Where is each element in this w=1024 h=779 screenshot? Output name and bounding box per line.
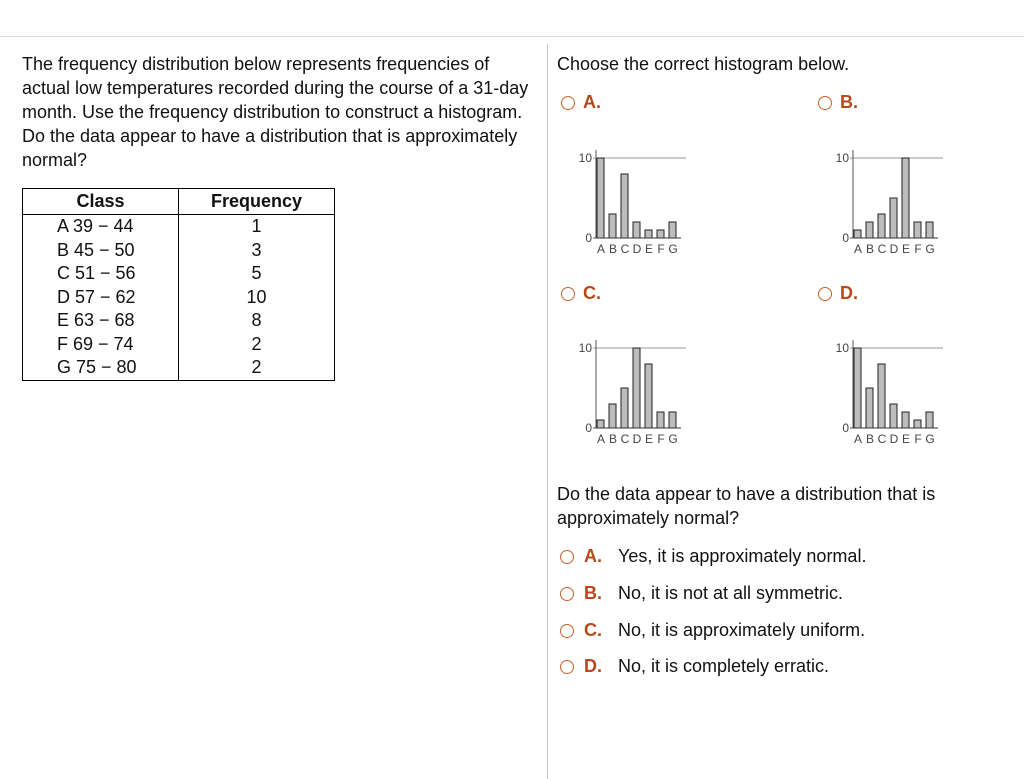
x-tick-label: F xyxy=(914,432,922,446)
x-tick-label: G xyxy=(668,242,678,256)
histogram-bar xyxy=(645,230,652,238)
option-letter: D. xyxy=(584,656,602,676)
table-row xyxy=(23,262,335,286)
x-tick-label: E xyxy=(901,242,911,256)
class-cell: B 45 − 50 xyxy=(23,239,179,263)
histogram-d xyxy=(823,334,953,452)
histogram-bar xyxy=(926,222,933,238)
x-tick-label: B xyxy=(865,242,875,256)
table-row xyxy=(23,239,335,263)
class-cell: G 75 − 80 xyxy=(23,356,179,380)
histogram-a xyxy=(566,144,696,262)
histogram-bar xyxy=(657,412,664,428)
table-row xyxy=(23,286,335,310)
option-text: No, it is not at all symmetric. xyxy=(618,583,844,603)
histogram-bar xyxy=(854,230,861,238)
class-cell: E 63 − 68 xyxy=(23,309,179,333)
histogram-c-svg xyxy=(566,334,696,452)
answer-option-c[interactable] xyxy=(560,620,865,641)
frequency-table xyxy=(22,188,335,381)
answer-option-d[interactable] xyxy=(560,656,829,677)
y-tick-label: 0 xyxy=(585,421,592,435)
option-text: Yes, it is approximately normal. xyxy=(618,546,867,566)
histogram-bar xyxy=(669,412,676,428)
option-letter: B. xyxy=(584,583,602,603)
histogram-bar xyxy=(902,158,909,238)
frequency-cell: 2 xyxy=(179,356,335,380)
histogram-bar xyxy=(597,158,604,238)
option-letter: C. xyxy=(584,620,602,640)
class-cell: A 39 − 44 xyxy=(23,215,179,239)
histogram-bar xyxy=(597,420,604,428)
histogram-option-a[interactable] xyxy=(561,92,601,113)
histogram-bar xyxy=(866,388,873,428)
histogram-bar xyxy=(890,198,897,238)
histogram-bar xyxy=(878,214,885,238)
histogram-bar xyxy=(609,404,616,428)
y-tick-label: 10 xyxy=(835,341,849,355)
x-tick-label: G xyxy=(925,432,935,446)
table-header-row xyxy=(23,189,335,215)
x-tick-label: B xyxy=(608,242,618,256)
histogram-b xyxy=(823,144,953,262)
option-letter: A. xyxy=(584,546,602,566)
option-letter: D. xyxy=(840,283,858,303)
histogram-bar xyxy=(914,222,921,238)
histogram-bar xyxy=(657,230,664,238)
normality-question: Do the data appear to have a distribution that is approximately normal? xyxy=(557,484,936,528)
histogram-option-d[interactable] xyxy=(818,283,858,304)
table-row xyxy=(23,356,335,380)
column-header-frequency: Frequency xyxy=(179,189,335,215)
histogram-bar xyxy=(854,348,861,428)
histogram-bar xyxy=(621,388,628,428)
x-tick-label: G xyxy=(668,432,678,446)
radio-button[interactable] xyxy=(560,660,574,674)
x-tick-label: G xyxy=(925,242,935,256)
y-tick-label: 0 xyxy=(842,231,849,245)
radio-button[interactable] xyxy=(560,624,574,638)
x-tick-label: E xyxy=(901,432,911,446)
x-tick-label: A xyxy=(596,432,606,446)
histogram-bar xyxy=(866,222,873,238)
histogram-bar xyxy=(633,348,640,428)
table-row xyxy=(23,215,335,239)
column-header-class: Class xyxy=(23,189,179,215)
radio-button[interactable] xyxy=(818,287,832,301)
class-cell: C 51 − 56 xyxy=(23,262,179,286)
option-letter: B. xyxy=(840,92,858,112)
histogram-bar xyxy=(621,174,628,238)
y-tick-label: 10 xyxy=(578,151,592,165)
histogram-bar xyxy=(609,214,616,238)
radio-button[interactable] xyxy=(560,587,574,601)
frequency-cell: 2 xyxy=(179,333,335,357)
y-tick-label: 10 xyxy=(835,151,849,165)
histogram-b-svg xyxy=(823,144,953,262)
x-tick-label: B xyxy=(865,432,875,446)
frequency-cell: 3 xyxy=(179,239,335,263)
frequency-cell: 5 xyxy=(179,262,335,286)
radio-button[interactable] xyxy=(561,96,575,110)
histogram-option-c[interactable] xyxy=(561,283,601,304)
x-tick-label: A xyxy=(853,432,863,446)
x-tick-label: A xyxy=(853,242,863,256)
x-tick-label: F xyxy=(657,432,665,446)
x-tick-label: D xyxy=(889,242,899,256)
x-tick-label: C xyxy=(877,242,887,256)
option-letter: A. xyxy=(583,92,601,112)
x-tick-label: E xyxy=(644,432,654,446)
frequency-cell: 1 xyxy=(179,215,335,239)
x-tick-label: B xyxy=(608,432,618,446)
histogram-bar xyxy=(914,420,921,428)
x-tick-label: D xyxy=(889,432,899,446)
table-row xyxy=(23,309,335,333)
x-tick-label: F xyxy=(657,242,665,256)
histogram-prompt: Choose the correct histogram below. xyxy=(557,54,850,74)
histogram-bar xyxy=(926,412,933,428)
y-tick-label: 0 xyxy=(585,231,592,245)
histogram-c xyxy=(566,334,696,452)
histogram-bar xyxy=(890,404,897,428)
table-row xyxy=(23,333,335,357)
x-tick-label: D xyxy=(632,242,642,256)
answer-option-a[interactable] xyxy=(560,546,866,567)
radio-button[interactable] xyxy=(818,96,832,110)
class-cell: D 57 − 62 xyxy=(23,286,179,310)
histogram-bar xyxy=(902,412,909,428)
option-letter: C. xyxy=(583,283,601,303)
frequency-cell: 10 xyxy=(179,286,335,310)
x-tick-label: F xyxy=(914,242,922,256)
frequency-cell: 8 xyxy=(179,309,335,333)
histogram-bar xyxy=(645,364,652,428)
x-tick-label: D xyxy=(632,432,642,446)
histogram-a-svg xyxy=(566,144,696,262)
y-tick-label: 10 xyxy=(578,341,592,355)
top-rule xyxy=(0,36,1024,37)
x-tick-label: C xyxy=(620,432,630,446)
histogram-bar xyxy=(633,222,640,238)
y-tick-label: 0 xyxy=(842,421,849,435)
x-tick-label: A xyxy=(596,242,606,256)
answer-option-b[interactable] xyxy=(560,583,843,604)
histogram-d-svg xyxy=(823,334,953,452)
histogram-option-b[interactable] xyxy=(818,92,858,113)
option-text: No, it is approximately uniform. xyxy=(618,620,866,640)
problem-statement: The frequency distribution below represents frequencies of actual low temperatures recorded during the course of a 31-day month. Use the frequency distribution to construct a histogram. Do the data appear to have a distribution that is approximately normal? xyxy=(22,54,529,170)
radio-button[interactable] xyxy=(560,550,574,564)
radio-button[interactable] xyxy=(561,287,575,301)
histogram-bar xyxy=(878,364,885,428)
histogram-bar xyxy=(669,222,676,238)
x-tick-label: E xyxy=(644,242,654,256)
column-divider xyxy=(547,44,548,779)
x-tick-label: C xyxy=(620,242,630,256)
option-text: No, it is completely erratic. xyxy=(618,656,830,676)
class-cell: F 69 − 74 xyxy=(23,333,179,357)
x-tick-label: C xyxy=(877,432,887,446)
